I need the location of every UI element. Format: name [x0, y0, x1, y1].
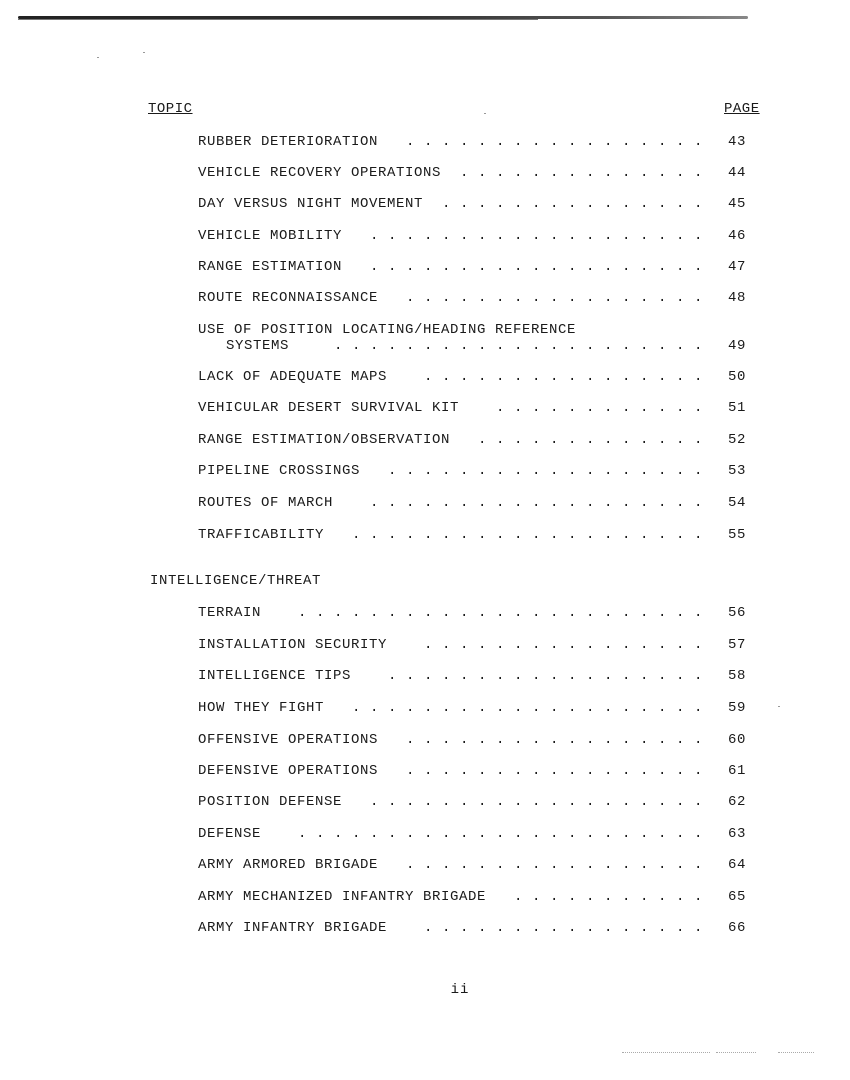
toc-leader-dots: . . . . . . . . . . . . . . . . . . .	[369, 228, 703, 244]
toc-entry-page: 53	[728, 463, 747, 479]
toc-entry-page: 63	[728, 826, 747, 842]
toc-entry	[198, 196, 753, 212]
toc-entry-page: 57	[728, 637, 747, 653]
toc-entry	[198, 228, 753, 244]
toc-entry-title: USE OF POSITION LOCATING/HEADING REFERENCE	[198, 322, 577, 338]
toc-entry-page: 52	[728, 432, 747, 448]
scan-speck	[778, 706, 780, 707]
toc-entry-page: 50	[728, 369, 747, 385]
toc-entry-page: 44	[728, 165, 747, 181]
toc-entry-title: ARMY INFANTRY BRIGADE	[198, 920, 388, 936]
toc-entry	[198, 527, 753, 543]
toc-entry-page: 58	[728, 668, 747, 684]
toc-entry-page: 62	[728, 794, 747, 810]
toc-entry	[198, 668, 753, 684]
toc-entry-page: 43	[728, 134, 747, 150]
toc-entry	[198, 322, 753, 354]
toc-entry-title: INSTALLATION SECURITY	[198, 637, 388, 653]
toc-entry-page: 56	[728, 605, 747, 621]
page-number: ii	[450, 982, 470, 998]
toc-entry-page: 55	[728, 527, 747, 543]
toc-entry	[198, 432, 753, 448]
toc-entry-page: 54	[728, 495, 747, 511]
toc-leader-dots: . . . . . . . . . . . . . . . . . . .	[369, 794, 703, 810]
toc-leader-dots: . . . . . . . . . . . . . . . . . . . . . . .	[297, 826, 703, 842]
page-column-header: PAGE	[724, 101, 760, 117]
toc-entry-page: 64	[728, 857, 747, 873]
toc-entry-title: RANGE ESTIMATION/OBSERVATION	[198, 432, 451, 448]
top-scan-rule-shadow	[18, 19, 538, 20]
toc-entry-page: 49	[728, 338, 747, 354]
toc-entry	[198, 889, 753, 905]
toc-entry	[198, 165, 753, 181]
toc-leader-dots: . . . . . . . . . . . . . . . . . . . .	[351, 527, 703, 543]
toc-leader-dots: . . . . . . . . . . . . . . . . .	[405, 134, 703, 150]
toc-entry-page: 60	[728, 732, 747, 748]
toc-entry-title-continued: SYSTEMS	[226, 338, 290, 354]
toc-leader-dots: . . . . . . . . . . . . . . . . .	[405, 763, 703, 779]
toc-entry-title: VEHICLE MOBILITY	[198, 228, 343, 244]
toc-entry	[198, 259, 753, 275]
toc-entry	[198, 605, 753, 621]
toc-entry-title: RUBBER DETERIORATION	[198, 134, 379, 150]
toc-entry	[198, 857, 753, 873]
toc-entry-page: 59	[728, 700, 747, 716]
toc-entry	[198, 290, 753, 306]
toc-entry-title: ROUTE RECONNAISSANCE	[198, 290, 379, 306]
toc-leader-dots: . . . . . . . . . . . . . . . . . . . .	[351, 700, 703, 716]
toc-entry	[198, 763, 753, 779]
toc-entry	[198, 700, 753, 716]
toc-entry	[198, 400, 753, 416]
toc-entry-title: ROUTES OF MARCH	[198, 495, 334, 511]
toc-entry	[198, 134, 753, 150]
toc-entry	[198, 495, 753, 511]
toc-leader-dots: . . . . . . . . . . . . .	[477, 432, 703, 448]
toc-leader-dots: . . . . . . . . . . .	[513, 889, 703, 905]
toc-entry-page: 51	[728, 400, 747, 416]
scan-speck	[97, 57, 99, 58]
toc-entry	[198, 826, 753, 842]
scan-noise	[622, 1052, 710, 1054]
toc-entry-page: 65	[728, 889, 747, 905]
toc-entry-title: RANGE ESTIMATION	[198, 259, 343, 275]
scan-speck	[484, 113, 486, 114]
toc-leader-dots: . . . . . . . . . . . . . . . . . . . . . . .	[297, 605, 703, 621]
toc-leader-dots: . . . . . . . . . . . . . . . . . . .	[369, 259, 703, 275]
toc-leader-dots: . . . . . . . . . . . . . . . .	[423, 637, 703, 653]
toc-leader-dots: . . . . . . . . . . . . . . . .	[423, 920, 703, 936]
toc-entry-page: 47	[728, 259, 747, 275]
toc-entry-title: VEHICULAR DESERT SURVIVAL KIT	[198, 400, 460, 416]
toc-leader-dots: . . . . . . . . . . . .	[495, 400, 703, 416]
toc-entry-page: 61	[728, 763, 747, 779]
toc-entry	[198, 637, 753, 653]
topic-column-header: TOPIC	[148, 101, 193, 117]
toc-leader-dots: . . . . . . . . . . . . . . . . . .	[387, 668, 703, 684]
toc-entry	[198, 794, 753, 810]
scan-noise	[716, 1052, 756, 1054]
toc-leader-dots: . . . . . . . . . . . . . . . . . .	[387, 463, 703, 479]
toc-entry	[198, 920, 753, 936]
toc-leader-dots: . . . . . . . . . . . . . . .	[441, 196, 703, 212]
toc-entry-title: ARMY MECHANIZED INFANTRY BRIGADE	[198, 889, 487, 905]
toc-leader-dots: . . . . . . . . . . . . . . . . . . . . .	[333, 338, 703, 354]
toc-entry-title: TERRAIN	[198, 605, 262, 621]
toc-leader-dots: . . . . . . . . . . . . . . . .	[423, 369, 703, 385]
toc-entry-title: POSITION DEFENSE	[198, 794, 343, 810]
toc-entry-title: DEFENSE	[198, 826, 262, 842]
toc-entry-title: VEHICLE RECOVERY OPERATIONS	[198, 165, 442, 181]
toc-leader-dots: . . . . . . . . . . . . . . . . .	[405, 732, 703, 748]
toc-entry-title: DEFENSIVE OPERATIONS	[198, 763, 379, 779]
toc-entry-title: DAY VERSUS NIGHT MOVEMENT	[198, 196, 424, 212]
toc-entry	[198, 732, 753, 748]
toc-entry-title: TRAFFICABILITY	[198, 527, 325, 543]
toc-entry-title: LACK OF ADEQUATE MAPS	[198, 369, 388, 385]
toc-entry	[198, 369, 753, 385]
section-heading: INTELLIGENCE/THREAT	[150, 573, 322, 589]
toc-entry-title: INTELLIGENCE TIPS	[198, 668, 352, 684]
toc-entry	[198, 463, 753, 479]
toc-entry-title: ARMY ARMORED BRIGADE	[198, 857, 379, 873]
toc-leader-dots: . . . . . . . . . . . . . . . . .	[405, 290, 703, 306]
toc-leader-dots: . . . . . . . . . . . . . . . . . . .	[369, 495, 703, 511]
toc-entry-page: 48	[728, 290, 747, 306]
scan-noise	[778, 1052, 814, 1054]
toc-leader-dots: . . . . . . . . . . . . . . . . .	[405, 857, 703, 873]
scan-speck	[143, 52, 145, 53]
toc-entry-page: 45	[728, 196, 747, 212]
toc-leader-dots: . . . . . . . . . . . . . .	[459, 165, 703, 181]
toc-entry-page: 66	[728, 920, 747, 936]
toc-entry-title: PIPELINE CROSSINGS	[198, 463, 361, 479]
toc-entry-page: 46	[728, 228, 747, 244]
toc-entry-title: OFFENSIVE OPERATIONS	[198, 732, 379, 748]
toc-entry-title: HOW THEY FIGHT	[198, 700, 325, 716]
